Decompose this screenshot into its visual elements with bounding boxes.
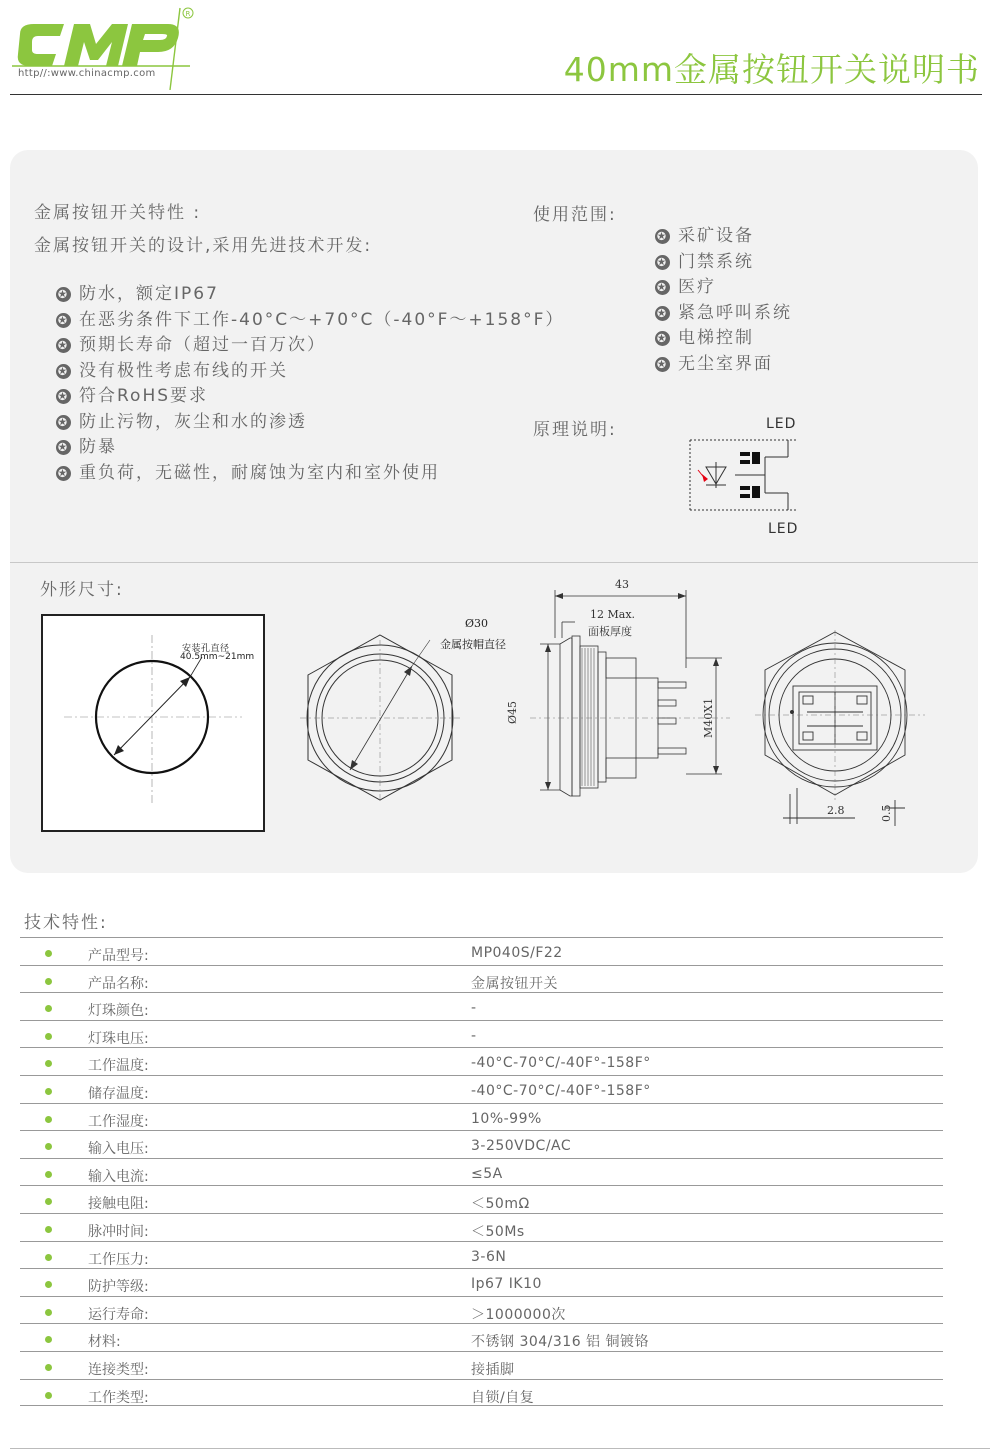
svg-text:R: R <box>185 10 191 18</box>
list-item: ✪ 电梯控制 <box>656 328 754 348</box>
list-item: ✪ 符合RoHS要求 <box>57 386 209 406</box>
table-row <box>20 937 943 965</box>
star-icon: ✪ <box>656 255 669 269</box>
front-view-drawing <box>300 630 460 810</box>
dim-43-text: 43 <box>615 578 629 591</box>
dim-28-text: 2.8 <box>827 804 845 817</box>
dim-05-text: 0.5 <box>880 804 893 822</box>
bullet-dot <box>45 1336 52 1343</box>
table-row <box>20 1185 943 1213</box>
table-row <box>20 1379 943 1407</box>
list-item: ✪ 重负荷，无磁性，耐腐蚀为室内和室外使用 <box>57 462 440 483</box>
bullet-dot <box>45 1116 52 1123</box>
spec-value: - <box>471 1027 477 1044</box>
panel-max-text: 12 Max. <box>590 608 636 621</box>
panel-label-text: 面板厚度 <box>588 625 632 638</box>
bullet-dot <box>45 1143 52 1150</box>
table-row <box>20 1351 943 1379</box>
led-bottom-label: LED <box>768 521 799 537</box>
dia45-text: Ø45 <box>506 700 519 724</box>
spec-label: 工作温度: <box>88 1058 149 1075</box>
table-row <box>20 1130 943 1158</box>
spec-value: 自锁/自复 <box>471 1389 535 1406</box>
panel-divider <box>10 562 978 563</box>
bullet-dot <box>45 1281 52 1288</box>
spec-label: 灯珠电压: <box>88 1030 149 1047</box>
bullet-dot <box>45 1171 52 1178</box>
spec-label: 连接类型: <box>88 1361 149 1378</box>
star-icon: ✪ <box>57 288 70 302</box>
spec-label: 工作湿度: <box>88 1113 149 1130</box>
hole-label-2: 40.5mm~21mm <box>180 652 255 662</box>
bullet-dot <box>45 1226 52 1233</box>
list-item: ✪ 防止污物，灰尘和水的渗透 <box>57 411 307 432</box>
bullet-dot <box>45 1364 52 1371</box>
star-icon: ✪ <box>656 230 669 244</box>
table-row <box>20 1020 943 1048</box>
list-item: ✪ 防暴 <box>57 437 117 457</box>
features-subtitle: 金属按钮开关的设计,采用先进技术开发: <box>34 236 373 256</box>
star-icon: ✪ <box>656 332 669 346</box>
spec-value: -40°C-70°C/-40F°-158F° <box>471 1055 651 1072</box>
bullet-dot <box>45 1088 52 1095</box>
hole-label-1: 安装孔直径 <box>182 644 230 654</box>
spec-value: -40°C-70°C/-40F°-158F° <box>471 1082 651 1099</box>
mounting-hole-drawing <box>40 613 268 833</box>
spec-label: 输入电压: <box>88 1141 149 1158</box>
table-row <box>20 1323 943 1351</box>
spec-label: 产品型号: <box>88 948 149 964</box>
usage-title: 使用范围: <box>533 205 617 225</box>
spec-value: Ip67 IK10 <box>471 1276 542 1293</box>
bullet-dot <box>45 978 52 985</box>
list-item: ✪ 没有极性考虑布线的开关 <box>57 360 288 381</box>
features-title: 金属按钮开关特性 : <box>34 203 202 223</box>
principle-title: 原理说明: <box>533 420 617 440</box>
spec-label: 接触电阻: <box>88 1196 149 1213</box>
bullet-dot <box>45 1309 52 1316</box>
list-item: ✪ 采矿设备 <box>656 226 754 246</box>
page-header <box>0 0 1000 100</box>
star-icon: ✪ <box>57 313 70 327</box>
bullet-dot <box>45 1060 52 1067</box>
feature-list <box>56 282 564 486</box>
table-row <box>20 1213 943 1241</box>
spec-value: ＜50mΩ <box>471 1196 530 1213</box>
spec-value: 3-250VDC/AC <box>471 1138 572 1155</box>
star-icon: ✪ <box>57 441 70 455</box>
side-view-drawing <box>500 578 735 823</box>
spec-value: 金属按钮开关 <box>471 975 558 992</box>
spec-label: 产品名称: <box>88 975 149 992</box>
table-row <box>20 965 943 993</box>
led-top-label: LED <box>766 416 797 432</box>
table-row <box>20 1241 943 1269</box>
header-divider <box>10 94 982 95</box>
star-icon: ✪ <box>656 357 669 371</box>
spec-label: 工作压力: <box>88 1251 149 1268</box>
list-item: ✪ 在恶劣条件下工作-40°C～+70°C（-40°F～+158°F） <box>57 309 565 330</box>
table-row <box>20 1075 943 1103</box>
table-row <box>20 1158 943 1186</box>
spec-table <box>20 937 943 1406</box>
spec-label: 储存温度: <box>88 1085 149 1102</box>
spec-label: 灯珠颜色: <box>88 1003 149 1020</box>
spec-value: 不锈钢 304/316 铝 铜镀铬 <box>471 1334 650 1351</box>
footer-divider <box>10 1448 990 1449</box>
spec-label: 运行寿命: <box>88 1306 149 1323</box>
bullet-dot <box>45 1033 52 1040</box>
bullet-dot <box>45 950 52 957</box>
spec-value: 接插脚 <box>471 1361 515 1378</box>
rear-view-drawing <box>755 630 930 830</box>
thread-text: M40X1 <box>702 697 715 738</box>
logo-url: http//:www.chinacmp.com <box>18 68 156 79</box>
spec-value: 3-6N <box>471 1248 507 1265</box>
star-icon: ✪ <box>656 306 669 320</box>
spec-value: 10%-99% <box>471 1110 542 1127</box>
page-title: 40mm金属按钮开关说明书 <box>563 50 980 89</box>
table-row <box>20 1296 943 1324</box>
cap-dia-text: Ø30 <box>465 617 489 630</box>
list-item: ✪ 门禁系统 <box>656 251 754 272</box>
spec-value: ＞1000000次 <box>471 1306 566 1323</box>
bullet-dot <box>45 1254 52 1261</box>
star-icon: ✪ <box>57 415 70 429</box>
table-row <box>20 1103 943 1131</box>
spec-label: 脉冲时间: <box>88 1223 149 1240</box>
spec-value: - <box>471 1000 477 1017</box>
usage-list <box>655 224 792 377</box>
bullet-dot <box>45 1198 52 1205</box>
spec-label: 材料: <box>88 1334 121 1351</box>
spec-label: 工作类型: <box>88 1389 149 1406</box>
list-item: ✪ 防水，额定IP67 <box>57 284 219 304</box>
dimensions-title: 外形尺寸: <box>40 580 124 600</box>
spec-label: 输入电流: <box>88 1168 149 1185</box>
spec-value: ＜50Ms <box>471 1223 525 1240</box>
star-icon: ✪ <box>57 390 70 404</box>
spec-value: MP040S/F22 <box>471 945 563 961</box>
cap-label-text: 金属按帽直径 <box>440 638 506 651</box>
list-item: ✪ 紧急呼叫系统 <box>656 302 792 323</box>
circuit-diagram <box>680 412 810 542</box>
star-icon: ✪ <box>57 466 70 480</box>
list-item: ✪ 预期长寿命（超过一百万次） <box>57 335 326 355</box>
table-row <box>20 1268 943 1296</box>
table-row <box>20 1047 943 1075</box>
list-item: ✪ 医疗 <box>656 277 716 297</box>
tech-title: 技术特性: <box>24 913 108 933</box>
spec-label: 防护等级: <box>88 1279 149 1296</box>
star-icon: ✪ <box>57 364 70 378</box>
table-row <box>20 992 943 1020</box>
bullet-dot <box>45 1392 52 1399</box>
bullet-dot <box>45 1005 52 1012</box>
star-icon: ✪ <box>57 339 70 353</box>
spec-value: ≤5A <box>471 1165 503 1182</box>
list-item: ✪ 无尘室界面 <box>656 353 773 374</box>
star-icon: ✪ <box>656 281 669 295</box>
